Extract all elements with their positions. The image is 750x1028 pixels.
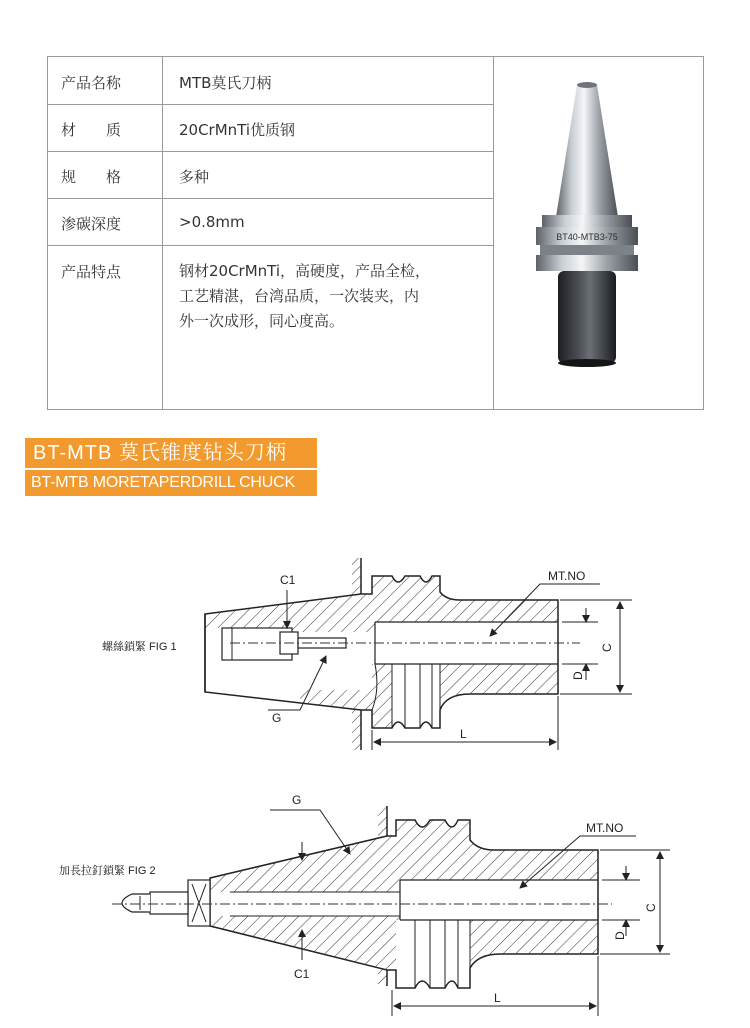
row-value-name: MTB莫氏刀柄 bbox=[179, 74, 272, 92]
table-divider bbox=[48, 104, 493, 105]
row-label-depth: 渗碳深度 bbox=[61, 215, 122, 233]
fig1-drawing bbox=[102, 558, 632, 750]
row-label-spec: 规 格 bbox=[61, 168, 122, 186]
fig1-c-label: C bbox=[600, 643, 614, 652]
section-title-cn: BT-MTB 莫氏锥度钻头刀柄 bbox=[25, 438, 317, 468]
row-label-features: 产品特点 bbox=[61, 263, 122, 281]
fig2-c1-label: C1 bbox=[294, 967, 310, 981]
fig1-l-label: L bbox=[460, 727, 467, 741]
product-marking: BT40-MTB3-75 bbox=[556, 232, 618, 242]
fig2-c-label: C bbox=[644, 903, 658, 912]
section-title-en: BT-MTB MORETAPERDRILL CHUCK bbox=[25, 470, 317, 496]
features-line: 外一次成形，同心度高。 bbox=[179, 312, 345, 330]
fig1-label: 螺絲鎖緊 FIG 1 bbox=[102, 641, 177, 653]
row-value-features bbox=[179, 259, 479, 334]
table-divider bbox=[48, 245, 493, 246]
row-value-spec: 多种 bbox=[179, 168, 210, 186]
fig2-drawing bbox=[59, 793, 670, 1016]
technical-drawing bbox=[0, 540, 750, 1028]
table-divider bbox=[48, 198, 493, 199]
table-divider bbox=[162, 57, 163, 409]
product-image bbox=[494, 57, 703, 409]
row-value-depth: >0.8mm bbox=[179, 213, 245, 231]
table-divider bbox=[48, 151, 493, 152]
row-value-material: 20CrMnTi优质钢 bbox=[179, 121, 296, 139]
fig1-mtno-label: MT.NO bbox=[548, 569, 586, 583]
row-label-material: 材 质 bbox=[61, 121, 122, 139]
fig2-label: 加長拉釘鎖緊 FIG 2 bbox=[59, 865, 156, 877]
features-line: 工艺精湛，台湾品质，一次装夹，内 bbox=[179, 287, 420, 305]
spec-table bbox=[47, 56, 704, 410]
fig1-c1-label: C1 bbox=[280, 573, 296, 587]
fig2-mtno-label: MT.NO bbox=[586, 821, 624, 835]
fig2-l-label: L bbox=[494, 991, 501, 1005]
row-label-name: 产品名称 bbox=[61, 74, 122, 92]
fig2-g-label: G bbox=[292, 793, 302, 807]
fig2-d-label: D bbox=[613, 931, 627, 940]
fig1-d-label: D bbox=[571, 671, 585, 680]
features-line: 钢材20CrMnTi，高硬度，产品全检， bbox=[179, 262, 431, 280]
tool-holder-illustration bbox=[494, 57, 704, 409]
fig1-g-label: G bbox=[272, 711, 282, 725]
